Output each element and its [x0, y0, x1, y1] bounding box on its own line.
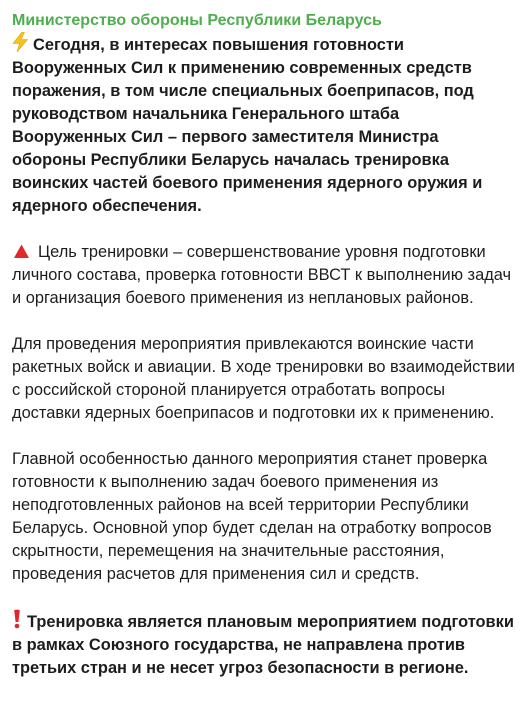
paragraph-text: Тренировка является плановым мероприятием подготовки в рамках Союзного государства, не направлена против третьих стран и не несет угроз безопасности в регионе.: [12, 613, 514, 677]
exclamation-mark-icon: [12, 609, 22, 629]
paragraph-spacer: [12, 586, 516, 609]
paragraph-spacer: [12, 218, 516, 241]
paragraph-spacer: [12, 425, 516, 448]
paragraph-text: Цель тренировки – совершенствование уровня подготовки личного состава, проверка готовности ВВСТ к выполнению задач и организация боевого применения из неплановых районов.: [12, 243, 512, 307]
red-triangle-icon: [13, 243, 30, 259]
post-paragraph-4: [12, 448, 516, 586]
post-paragraph-3: [12, 333, 516, 425]
high-voltage-icon: [12, 32, 29, 52]
paragraph-text: Для проведения мероприятия привлекаются воинские части ракетных войск и авиации. В ходе тренировки во взаимодействии с российской стороной планируется отработать вопросы доставки ядерных боеприпасов и подготовки их к применению.: [12, 335, 515, 422]
paragraph-text: Сегодня, в интересах повышения готовности Вооруженных Сил к применению современных средств поражения, в том числе специальных боеприпасов, под руководством начальника Генерального штаба Вооруженных Сил – первого заместителя Министра обороны Республики Беларусь началась тренировка воинских частей боевого применения ядерного оружия и ядерного обеспечения.: [12, 36, 483, 215]
post-paragraph-5: [12, 609, 516, 680]
channel-name[interactable]: Министерство обороны Республики Беларусь: [12, 12, 382, 29]
paragraph-text: Главной особенностью данного мероприятия станет проверка готовности к выполнению задач боевого применения из неподготовленных районов на всей территории Республики Беларусь. Основной упор будет сделан на отработку вопросов скрытности, перемещения на значительные расстояния, проведения расчетов для применения сил и средств.: [12, 450, 492, 583]
post-paragraph-2: [12, 241, 516, 310]
paragraph-spacer: [12, 310, 516, 333]
post-paragraph-1: [12, 32, 516, 218]
